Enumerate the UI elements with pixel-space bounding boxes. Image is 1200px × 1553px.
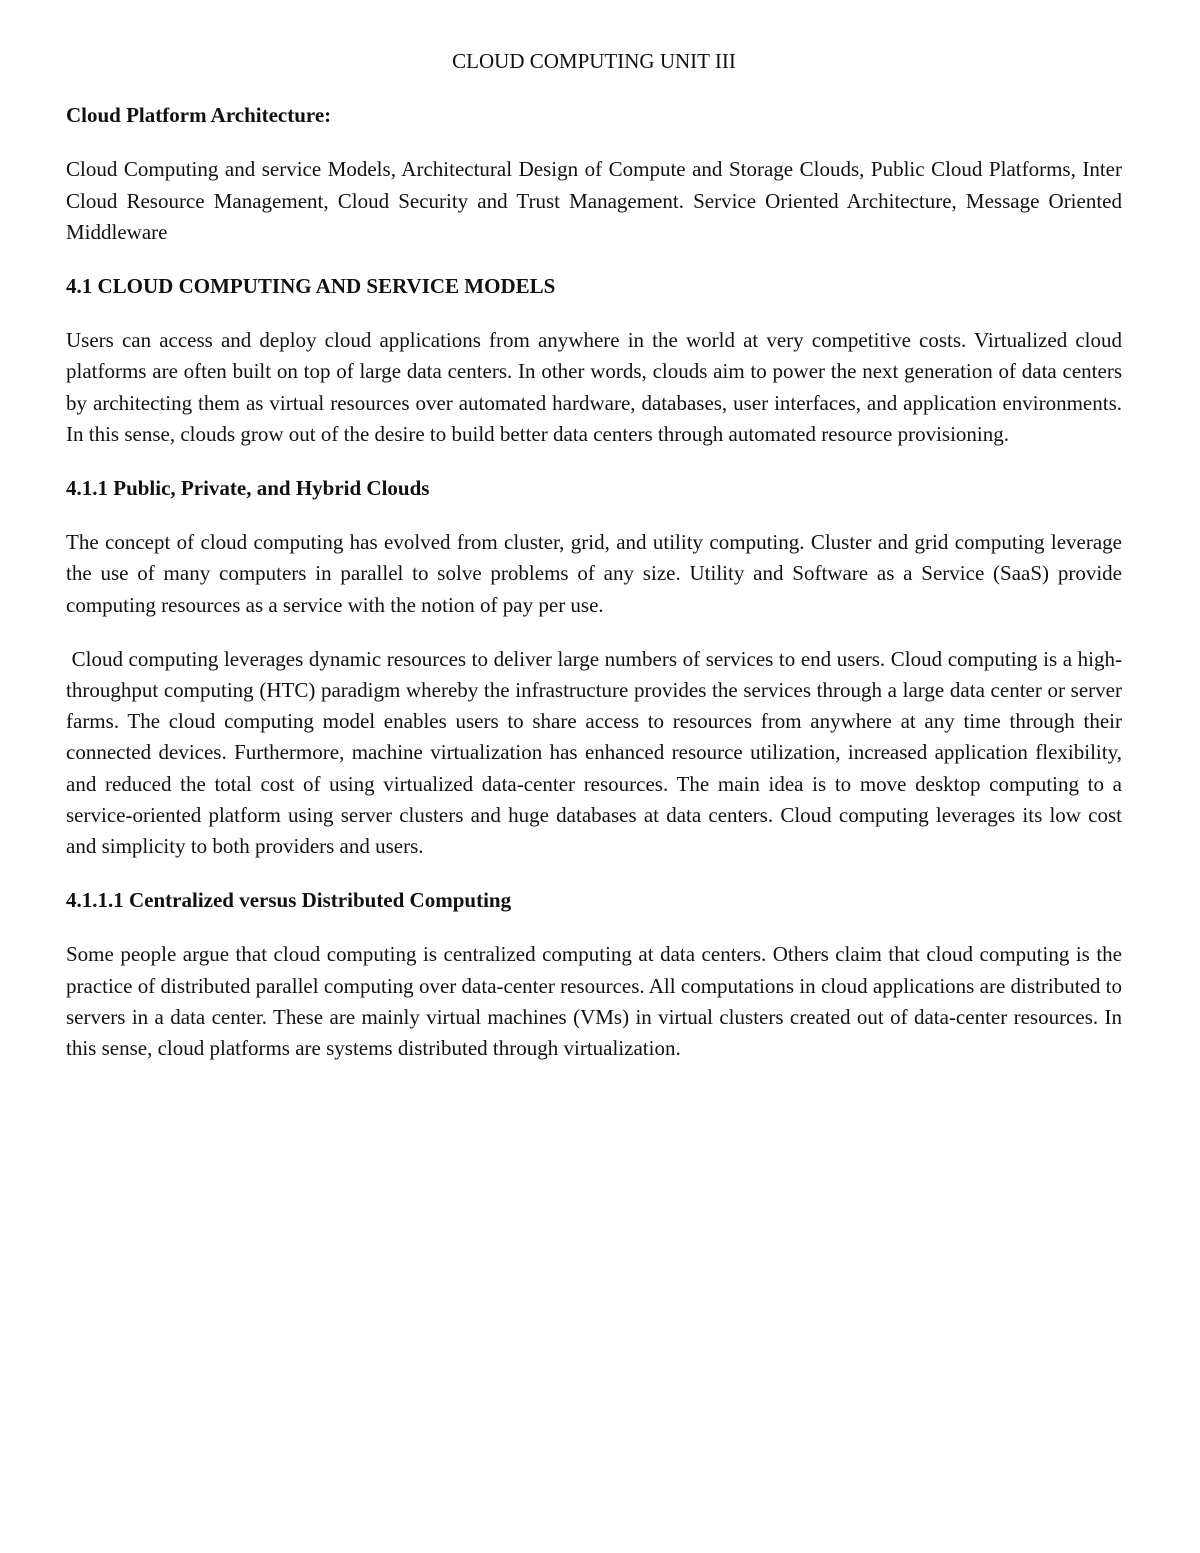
paragraph-4-1-1-b: Cloud computing leverages dynamic resources to deliver large numbers of services to end users. Cloud computing is a high-throughput computing (HTC) paradigm whereby the infrastructure provides the services through a large data center or server farms. The cloud computing model enables users to share access to resources from anywhere at any time through their connected devices. Furthermore, machine virtualization has enhanced resource utilization, increased application flexibility, and reduced the total cost of using virtualized data-center resources. The main idea is to move desktop computing to a service-oriented platform using server clusters and huge databases at data centers. Cloud computing leverages its low cost and simplicity to both providers and users. <box>66 646 1128 859</box>
intro-paragraph: Cloud Computing and service Models, Architectural Design of Compute and Storage Clouds, Public Cloud Platforms, Inter Cloud Resource Management, Cloud Security and Trust Management. Service Oriented Architecture, Message Oriented Middleware <box>66 157 1122 244</box>
paragraph-4-1: Users can access and deploy cloud applications from anywhere in the world at very competitive costs. Virtualized cloud platforms are often built on top of large data centers. In other words, clouds aim to power the next generation of data centers by architecting them as virtual resources over automated hardware, databases, user interfaces, and application environments. In this sense, clouds grow out of the desire to build better data centers through automated resource provisioning. <box>66 328 1122 446</box>
paragraph-4-1-1-a: The concept of cloud computing has evolved from cluster, grid, and utility computing. Cluster and grid computing leverage the use of many computers in parallel to solve problems of any size. Utility and Software as a Service (SaaS) provide computing resources as a service with the notion of pay per use. <box>66 530 1122 617</box>
heading-4-1-1-1: 4.1.1.1 Centralized versus Distributed Computing <box>66 888 512 913</box>
heading-4-1: 4.1 CLOUD COMPUTING AND SERVICE MODELS <box>66 274 556 299</box>
heading-4-1-1: 4.1.1 Public, Private, and Hybrid Clouds <box>66 476 430 501</box>
paragraph-4-1-1-1: Some people argue that cloud computing is centralized computing at data centers. Others claim that cloud computing is the practice of distributed parallel computing over data-center resources. All computations in cloud applications are distributed to servers in a data center. These are mainly virtual machines (VMs) in virtual clusters created out of data-center resources. In this sense, cloud platforms are systems distributed through virtualization. <box>66 942 1122 1061</box>
section-heading-cloud-platform-architecture: Cloud Platform Architecture: <box>66 103 332 128</box>
document-page <box>66 46 1128 1087</box>
page-title: CLOUD COMPUTING UNIT III <box>452 49 736 73</box>
